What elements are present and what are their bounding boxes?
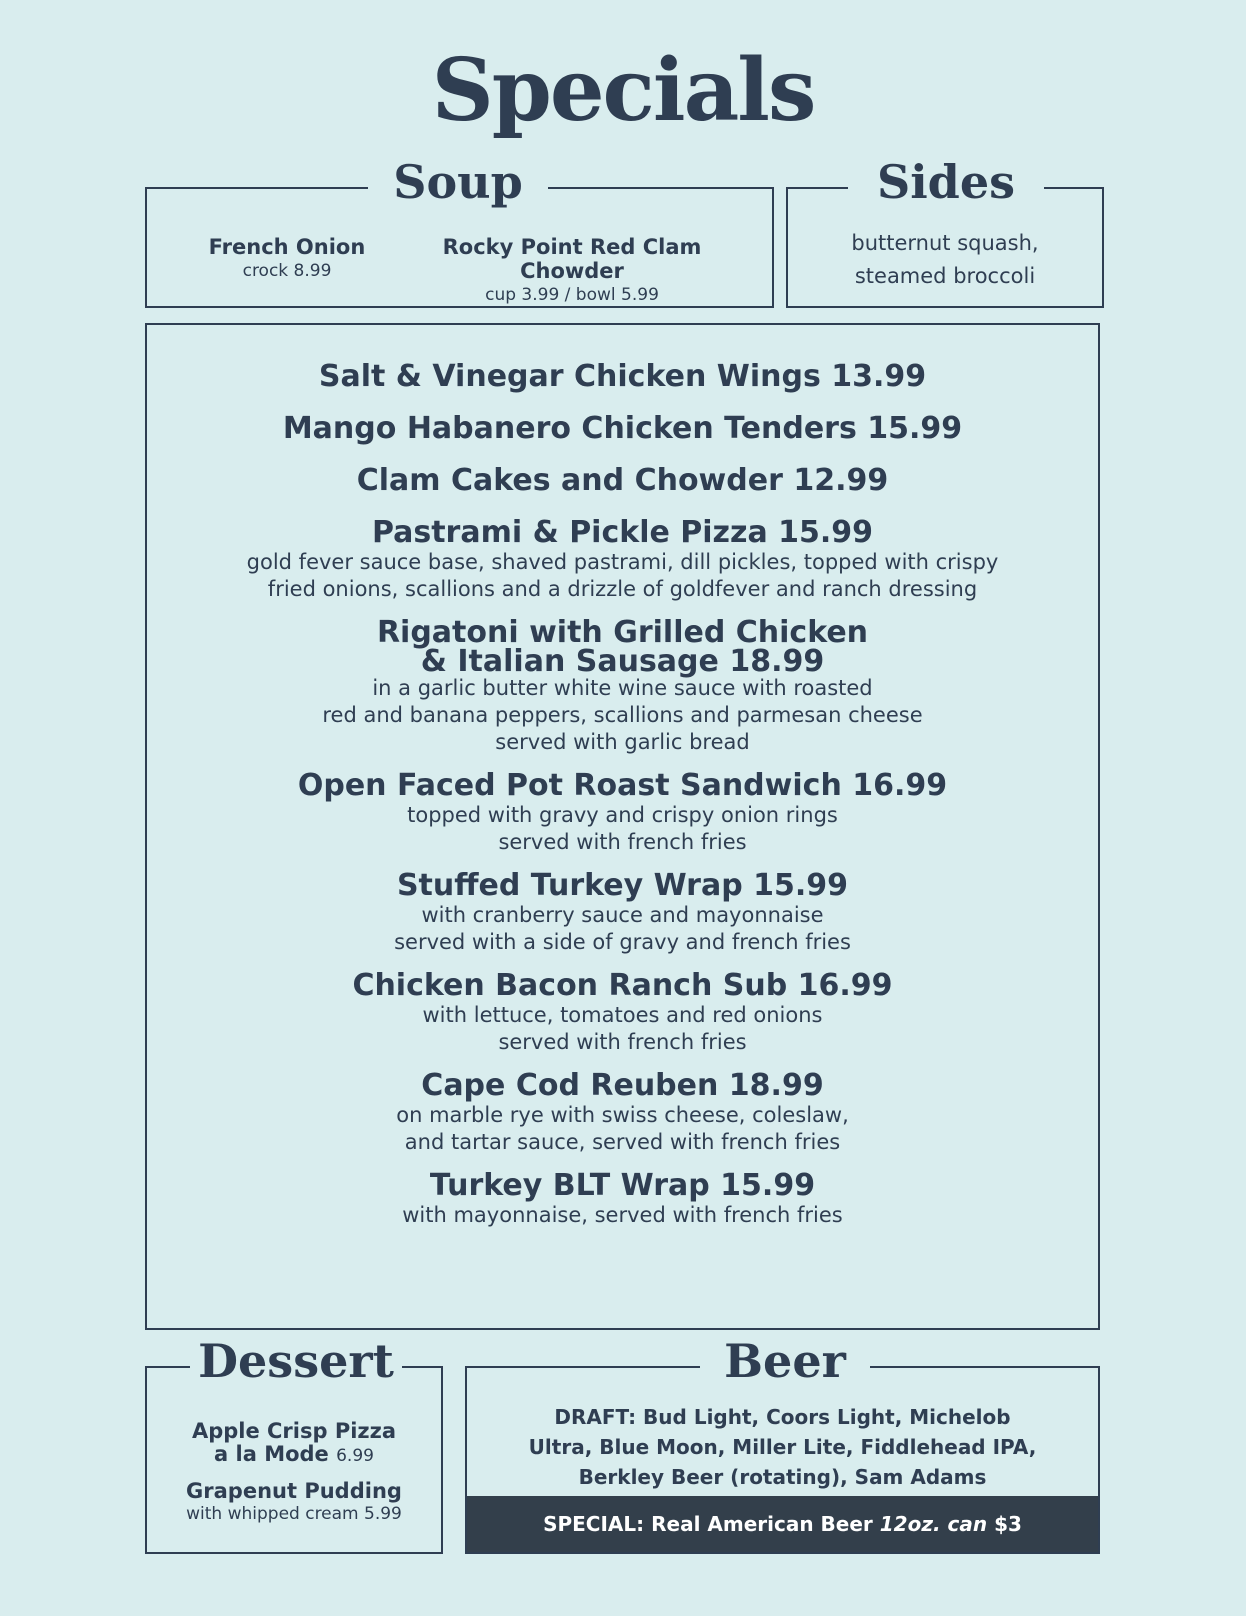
menu-item	[147, 617, 1098, 756]
menu-item-name: Salt & Vinegar Chicken Wings 13.99	[318, 359, 927, 394]
sides-line: butternut squash,	[851, 231, 1039, 255]
dessert-price: 6.99	[336, 1446, 374, 1466]
dessert-name: Grapenut Pudding	[186, 1479, 402, 1503]
menu-item-name: & Italian Sausage 18.99	[420, 644, 825, 679]
menu-item-desc: and tartar sauce, served with french fries	[404, 1130, 841, 1154]
menu-item-name: Turkey BLT Wrap 15.99	[429, 1168, 816, 1203]
beer-special-text: SPECIAL: Real American Beer	[543, 1512, 880, 1536]
menu-item-desc: served with garlic bread	[495, 730, 750, 754]
menu-item-desc: topped with gravy and crispy onion rings	[407, 803, 838, 827]
menu-item-name: Clam Cakes and Chowder 12.99	[356, 463, 889, 498]
menu-item	[147, 870, 1098, 956]
menu-item-desc: served with french fries	[498, 830, 747, 854]
dessert-name-line2	[147, 1443, 441, 1468]
sides-list	[788, 227, 1102, 293]
soup-name: French Onion	[208, 235, 366, 259]
menu-item-desc: in a garlic butter white wine sauce with roasted	[372, 676, 873, 700]
sides-line: steamed broccoli	[854, 264, 1036, 288]
menu-item	[147, 413, 1098, 445]
menu-item	[147, 517, 1098, 603]
menu-item-name: Stuffed Turkey Wrap 15.99	[396, 868, 849, 903]
dessert-desc: with whipped cream 5.99	[186, 1504, 402, 1524]
soup-name: Rocky Point Red Clam Chowder	[442, 235, 702, 283]
soup-heading: Soup	[368, 159, 548, 205]
beer-special-price: $3	[987, 1512, 1022, 1536]
menu-item-name: Chicken Bacon Ranch Sub 16.99	[352, 968, 893, 1003]
beer-special-bar	[467, 1496, 1098, 1552]
menu-item-desc: red and banana peppers, scallions and parmesan cheese	[322, 703, 923, 727]
page-title: Specials	[431, 40, 815, 141]
dessert-name-cont: a la Mode	[214, 1442, 329, 1466]
dessert-section	[145, 1334, 443, 1554]
beer-section	[465, 1334, 1100, 1554]
menu-item-desc: on marble rye with swiss cheese, coleslaw,	[396, 1103, 849, 1127]
menu-item	[147, 1070, 1098, 1156]
menu-item	[147, 465, 1098, 497]
menu-items-list	[147, 361, 1098, 1243]
beer-draft-list: DRAFT: Bud Light, Coors Light, Michelob Ultra, Blue Moon, Miller Lite, Fiddlehead IPA, Berkley Beer (rotating), Sam Adams	[528, 1405, 1037, 1489]
dessert-item	[147, 1420, 441, 1468]
specials-section	[145, 323, 1100, 1330]
dessert-heading: Dessert	[190, 1338, 402, 1384]
soup-price: cup 3.99 / bowl 5.99	[485, 285, 659, 305]
menu-item-desc: gold fever sauce base, shaved pastrami, dill pickles, topped with crispy	[246, 550, 999, 574]
beer-special-size: 12oz. can	[879, 1512, 988, 1536]
soup-item	[202, 235, 372, 281]
menu-item-desc: served with french fries	[498, 1030, 747, 1054]
menu-item-name: Rigatoni with Grilled Chicken	[376, 615, 869, 650]
menu-item	[147, 361, 1098, 393]
menu-item-desc: served with a side of gravy and french fries	[394, 930, 851, 954]
soup-price: crock 8.99	[242, 261, 332, 281]
menu-item-desc: fried onions, scallions and a drizzle of goldfever and ranch dressing	[267, 577, 978, 601]
menu-item-name: Pastrami & Pickle Pizza 15.99	[371, 515, 874, 550]
sides-section	[786, 155, 1104, 308]
dessert-item	[147, 1480, 441, 1525]
menu-item-name: Open Faced Pot Roast Sandwich 16.99	[297, 768, 948, 803]
menu-item-name: Cape Cod Reuben 18.99	[421, 1068, 824, 1103]
menu-item	[147, 1170, 1098, 1229]
sides-heading: Sides	[848, 159, 1044, 205]
menu-item	[147, 970, 1098, 1056]
menu-item-desc: with mayonnaise, served with french fries	[402, 1203, 843, 1227]
menu-item-desc: with lettuce, tomatoes and red onions	[422, 1003, 823, 1027]
dessert-name: Apple Crisp Pizza	[191, 1419, 397, 1443]
soup-section	[145, 155, 774, 308]
menu-item-desc: with cranberry sauce and mayonnaise	[421, 903, 824, 927]
menu-item	[147, 770, 1098, 856]
menu-item-name: Mango Habanero Chicken Tenders 15.99	[282, 411, 963, 446]
soup-item	[397, 235, 747, 305]
beer-heading: Beer	[700, 1338, 870, 1384]
